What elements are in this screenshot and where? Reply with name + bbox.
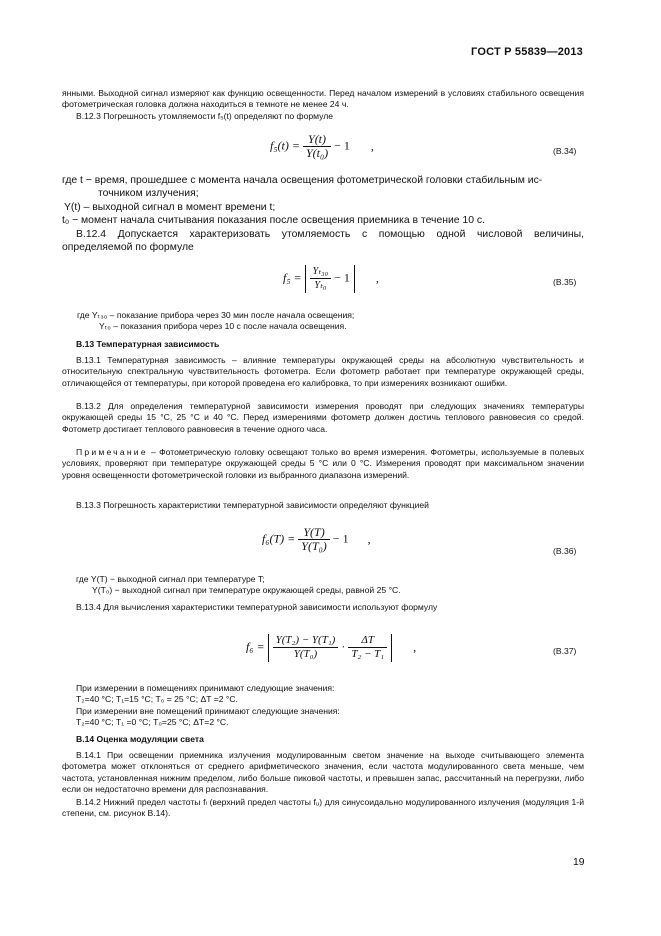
paragraph-text: В.13.2 Для определения температурной зависимости измерения проводят при следующих значениях температуры окружающей среды 15 °С, 25 °С и 40 °С. Перед измерениями фотометр должен достичь теплового равновесия со средой. Фотометр достигает теплового равновесия в течение одного часа.	[62, 401, 584, 434]
paragraph-b13-1	[62, 355, 584, 389]
where-block-b35	[77, 310, 577, 333]
formula-denominator: Y(t₀)	[305, 146, 329, 161]
equation-number: (В.36)	[553, 546, 577, 556]
formula-tail: − 1	[334, 138, 350, 153]
formula-comma: ,	[370, 138, 374, 153]
formula-dot: ·	[341, 639, 346, 654]
formula-lhs: f₅ =	[283, 270, 302, 285]
formula-tail: − 1	[334, 270, 350, 285]
formula-b37	[246, 634, 416, 662]
formula-lhs: f₆(T) =	[262, 531, 296, 546]
document-header: ГОСТ Р 55839—2013	[471, 46, 583, 58]
paragraph-b13-3	[62, 500, 584, 511]
paragraph-b12-4	[62, 228, 584, 255]
where-line: где Y(T) − выходной сигнал при температуре T;	[76, 574, 265, 584]
paragraph-b13-4	[62, 602, 584, 613]
paragraph-text: В.14.1 При освещении приемника излучения модулированным светом значение на выходе считывающего элемента фотометра может отклоняться от среднего арифметического значения, если частота модулированного света меньше, чем частота, установленная нижним пределом, либо больше пиковой частоты, и превышен запас, рассчитанный на перегрузки, либо если он недостаточно времени для распознавания.	[62, 750, 584, 794]
paragraph-text: В.13.4 Для вычисления характеристики температурной зависимости используют формулу	[76, 602, 438, 612]
condition-line: T₂=40 °С; T₁ =0 °С; T₀=25 °С; ΔT=2 °С.	[76, 716, 229, 727]
absolute-value-bars	[268, 634, 393, 662]
conditions-block	[76, 683, 576, 728]
paragraph-text: В.14.2 Нижний предел частоты fₗ (верхний предел частоты fᵤ) для синусоидально модулированного излучения (модуляция 1-й степени, см. рисунок В.14).	[62, 797, 584, 819]
paragraph-text: В.12.3 Погрешность утомляемости f₅(t) определяют по формуле	[76, 111, 334, 121]
where-line: Y(T₀) − выходной сигнал при температуре окружающей среды, равной 25 °С.	[92, 585, 401, 596]
where-line: где Yₜ₃₀ – показание прибора через 30 мин после начала освещения;	[77, 310, 355, 320]
absolute-value-bars	[305, 265, 355, 293]
formula-b34	[270, 134, 374, 160]
condition-line: При измерении вне помещений принимают следующие значения:	[76, 705, 340, 716]
formula-comma: ,	[413, 639, 417, 654]
condition-line: При измерении в помещениях принимают следующие значения:	[76, 683, 335, 693]
section-heading-b13: В.13 Температурная зависимость	[76, 339, 220, 349]
paragraph-b12-3	[62, 111, 584, 122]
paragraph-intro	[62, 88, 584, 111]
formula-b36	[262, 527, 371, 553]
formula-lhs: f₆ =	[246, 639, 265, 654]
paragraph-text: В.12.4 Допускается характеризовать утомляемость с помощью одной числовой величины, определяемой по формуле	[62, 229, 584, 254]
paragraph-text: В.13.3 Погрешность характеристики температурной зависимости определяют функцией	[76, 500, 429, 510]
formula-lhs: f₅(t) =	[270, 138, 300, 153]
formula-numerator: ΔT	[348, 635, 387, 648]
formula-tail: − 1	[332, 531, 349, 546]
where-line: Y(t) – выходной сигнал в момент времени t;	[64, 201, 276, 213]
paragraph-text: В.13.1 Температурная зависимость – влияние температуры окружающей среды на абсолютную чувствительность и относительную спектральную чувствительность фотометра. Если фотометр работает при температуре окружающей среды, отличающейся от температуры, при которой проведена его калибровка, то при измерениях возникают ошибки.	[62, 355, 584, 388]
formula-numerator: Y(T)	[298, 527, 330, 540]
where-line: t₀ − момент начала считывания показания после освещения приемника в течение 10 с.	[62, 215, 485, 227]
formula-numerator: Y(t)	[303, 134, 331, 147]
paragraph-b14-1	[62, 750, 584, 795]
where-line: точником излучения;	[98, 188, 199, 200]
equation-number: (В.34)	[553, 146, 577, 156]
condition-line: T₂=40 °С; T₁=15 °С; T₀ = 25 °С; ΔT =2 °С.	[76, 694, 238, 705]
formula-denominator: Yₜ₀	[314, 280, 327, 292]
paragraph-b13-2	[62, 401, 584, 435]
note-block	[62, 447, 584, 481]
formula-denominator: Y(T₀)	[293, 648, 318, 661]
formula-fraction	[303, 134, 331, 160]
formula-fraction	[348, 635, 387, 661]
formula-denominator: T₂ − T₁	[351, 648, 385, 661]
page-number: 19	[573, 857, 585, 868]
equation-number: (В.37)	[553, 646, 577, 656]
section-heading-b14: В.14 Оценка модуляции света	[76, 734, 204, 744]
paragraph-b14-2	[62, 797, 584, 820]
formula-fraction	[298, 527, 330, 553]
note-label: Примечание	[76, 447, 148, 457]
equation-number: (В.35)	[553, 277, 577, 287]
formula-denominator: Y(T₀)	[301, 539, 327, 554]
where-block-b34	[62, 174, 584, 228]
note-text: – Фотометрическую головку освещают только во время измерения. Фотометры, используемые в полевых условиях, проверяют при температуре окружающей среды 5 °С или 0 °С. Измерения проводят при максимальном значении уровня освещенности фотометрической головки из выбранного диапазона измерений.	[62, 447, 584, 480]
formula-comma: ,	[375, 270, 379, 285]
where-block-b36	[76, 574, 576, 597]
formula-fraction	[273, 635, 339, 661]
formula-fraction	[310, 266, 331, 292]
where-line: Yₜ₀ – показания прибора через 10 с после начала освещения.	[99, 321, 347, 332]
formula-comma: ,	[367, 531, 371, 546]
formula-numerator: Y(T₂) − Y(T₁)	[273, 635, 339, 648]
where-line: где t − время, прошедшее с момента начала освещения фотометрической головки стабильным ис-	[62, 175, 543, 186]
paragraph-text: янными. Выходной сигнал измеряют как функцию освещенности. Перед началом измерений в условиях стабильного освещения фотометрическая головка должна находиться в темноте не менее 24 ч.	[62, 88, 584, 110]
formula-numerator: Yₜ₃₀	[310, 266, 331, 279]
formula-b35	[283, 265, 379, 293]
